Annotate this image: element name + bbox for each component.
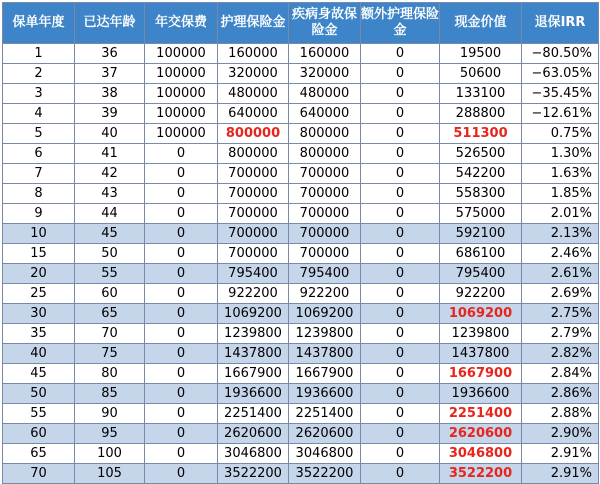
cell-death-benefit: 922200 <box>289 284 361 304</box>
cell-extra-care-benefit: 0 <box>361 424 440 444</box>
cell-annual-premium: 0 <box>145 244 218 264</box>
table-row <box>3 204 599 224</box>
cell-surrender-irr: −35.45% <box>522 84 599 104</box>
cell-policy-year: 10 <box>3 224 75 244</box>
cell-care-benefit: 640000 <box>218 104 289 124</box>
cell-cash-value: 1667900 <box>440 364 522 384</box>
cell-care-benefit: 922200 <box>218 284 289 304</box>
cell-policy-year: 35 <box>3 324 75 344</box>
cell-surrender-irr: −80.50% <box>522 44 599 64</box>
cell-extra-care-benefit: 0 <box>361 104 440 124</box>
header-surrender-irr: 退保IRR <box>522 3 599 44</box>
cell-attained-age: 45 <box>75 224 145 244</box>
cell-extra-care-benefit: 0 <box>361 244 440 264</box>
cell-policy-year: 20 <box>3 264 75 284</box>
cell-extra-care-benefit: 0 <box>361 204 440 224</box>
cell-surrender-irr: 1.85% <box>522 184 599 204</box>
cell-attained-age: 37 <box>75 64 145 84</box>
cell-care-benefit: 700000 <box>218 164 289 184</box>
cell-death-benefit: 1437800 <box>289 344 361 364</box>
cell-annual-premium: 0 <box>145 384 218 404</box>
table-row <box>3 124 599 144</box>
header-death-benefit: 疾病身故保险金 <box>289 3 361 44</box>
cell-attained-age: 90 <box>75 404 145 424</box>
cell-annual-premium: 0 <box>145 264 218 284</box>
table-row <box>3 344 599 364</box>
cell-attained-age: 75 <box>75 344 145 364</box>
cell-care-benefit: 3522200 <box>218 464 289 484</box>
cell-attained-age: 60 <box>75 284 145 304</box>
cell-cash-value: 3046800 <box>440 444 522 464</box>
cell-care-benefit: 1239800 <box>218 324 289 344</box>
cell-care-benefit: 800000 <box>218 144 289 164</box>
cell-extra-care-benefit: 0 <box>361 464 440 484</box>
cell-annual-premium: 0 <box>145 144 218 164</box>
cell-surrender-irr: −63.05% <box>522 64 599 84</box>
table-row <box>3 64 599 84</box>
cell-extra-care-benefit: 0 <box>361 384 440 404</box>
cell-attained-age: 39 <box>75 104 145 124</box>
cell-attained-age: 100 <box>75 444 145 464</box>
table-row <box>3 404 599 424</box>
cell-death-benefit: 1069200 <box>289 304 361 324</box>
cell-extra-care-benefit: 0 <box>361 304 440 324</box>
cell-policy-year: 8 <box>3 184 75 204</box>
cell-annual-premium: 0 <box>145 364 218 384</box>
cell-policy-year: 6 <box>3 144 75 164</box>
cell-extra-care-benefit: 0 <box>361 404 440 424</box>
cell-policy-year: 50 <box>3 384 75 404</box>
cell-attained-age: 41 <box>75 144 145 164</box>
cell-death-benefit: 3522200 <box>289 464 361 484</box>
cell-care-benefit: 700000 <box>218 224 289 244</box>
cell-care-benefit: 3046800 <box>218 444 289 464</box>
table-row <box>3 244 599 264</box>
header-cash-value: 现金价值 <box>440 3 522 44</box>
cell-annual-premium: 0 <box>145 464 218 484</box>
header-policy-year: 保单年度 <box>3 3 75 44</box>
cell-policy-year: 1 <box>3 44 75 64</box>
cell-attained-age: 42 <box>75 164 145 184</box>
cell-death-benefit: 700000 <box>289 204 361 224</box>
cell-surrender-irr: 0.75% <box>522 124 599 144</box>
cell-policy-year: 60 <box>3 424 75 444</box>
table-row <box>3 104 599 124</box>
cell-cash-value: 2251400 <box>440 404 522 424</box>
cell-cash-value: 686100 <box>440 244 522 264</box>
cell-cash-value: 288800 <box>440 104 522 124</box>
header-row <box>3 3 599 44</box>
cell-policy-year: 15 <box>3 244 75 264</box>
cell-cash-value: 592100 <box>440 224 522 244</box>
cell-extra-care-benefit: 0 <box>361 344 440 364</box>
cell-care-benefit: 480000 <box>218 84 289 104</box>
cell-cash-value: 922200 <box>440 284 522 304</box>
cell-extra-care-benefit: 0 <box>361 184 440 204</box>
cell-care-benefit: 160000 <box>218 44 289 64</box>
header-annual-premium: 年交保费 <box>145 3 218 44</box>
cell-policy-year: 4 <box>3 104 75 124</box>
cell-care-benefit: 795400 <box>218 264 289 284</box>
cell-attained-age: 65 <box>75 304 145 324</box>
cell-surrender-irr: 2.75% <box>522 304 599 324</box>
cell-attained-age: 95 <box>75 424 145 444</box>
cell-annual-premium: 0 <box>145 404 218 424</box>
table-row <box>3 424 599 444</box>
cell-policy-year: 30 <box>3 304 75 324</box>
cell-annual-premium: 0 <box>145 304 218 324</box>
cell-death-benefit: 160000 <box>289 44 361 64</box>
cell-death-benefit: 700000 <box>289 164 361 184</box>
cell-policy-year: 70 <box>3 464 75 484</box>
cell-annual-premium: 100000 <box>145 124 218 144</box>
table-row <box>3 44 599 64</box>
cell-attained-age: 85 <box>75 384 145 404</box>
cell-surrender-irr: 2.91% <box>522 464 599 484</box>
cell-cash-value: 1069200 <box>440 304 522 324</box>
cell-attained-age: 70 <box>75 324 145 344</box>
cell-extra-care-benefit: 0 <box>361 224 440 244</box>
cell-policy-year: 65 <box>3 444 75 464</box>
header-attained-age: 已达年龄 <box>75 3 145 44</box>
cell-surrender-irr: 2.61% <box>522 264 599 284</box>
table-header <box>3 3 599 44</box>
cell-cash-value: 133100 <box>440 84 522 104</box>
cell-policy-year: 55 <box>3 404 75 424</box>
cell-care-benefit: 320000 <box>218 64 289 84</box>
cell-care-benefit: 2251400 <box>218 404 289 424</box>
cell-annual-premium: 0 <box>145 284 218 304</box>
cell-attained-age: 36 <box>75 44 145 64</box>
cell-extra-care-benefit: 0 <box>361 64 440 84</box>
cell-cash-value: 575000 <box>440 204 522 224</box>
cell-death-benefit: 800000 <box>289 144 361 164</box>
cell-surrender-irr: 1.30% <box>522 144 599 164</box>
cell-surrender-irr: 1.63% <box>522 164 599 184</box>
cell-annual-premium: 0 <box>145 164 218 184</box>
cell-annual-premium: 0 <box>145 424 218 444</box>
cell-surrender-irr: 2.84% <box>522 364 599 384</box>
cell-death-benefit: 3046800 <box>289 444 361 464</box>
header-care-benefit: 护理保险金 <box>218 3 289 44</box>
benefit-table <box>2 2 599 484</box>
cell-extra-care-benefit: 0 <box>361 164 440 184</box>
cell-annual-premium: 100000 <box>145 64 218 84</box>
cell-annual-premium: 0 <box>145 324 218 344</box>
cell-cash-value: 542200 <box>440 164 522 184</box>
cell-death-benefit: 700000 <box>289 244 361 264</box>
cell-annual-premium: 100000 <box>145 104 218 124</box>
table-row <box>3 284 599 304</box>
cell-cash-value: 2620600 <box>440 424 522 444</box>
cell-annual-premium: 0 <box>145 184 218 204</box>
cell-annual-premium: 0 <box>145 444 218 464</box>
table-row <box>3 84 599 104</box>
cell-extra-care-benefit: 0 <box>361 124 440 144</box>
cell-extra-care-benefit: 0 <box>361 364 440 384</box>
cell-extra-care-benefit: 0 <box>361 144 440 164</box>
cell-death-benefit: 320000 <box>289 64 361 84</box>
cell-cash-value: 50600 <box>440 64 522 84</box>
cell-care-benefit: 800000 <box>218 124 289 144</box>
cell-care-benefit: 700000 <box>218 184 289 204</box>
cell-attained-age: 50 <box>75 244 145 264</box>
table-row <box>3 264 599 284</box>
cell-annual-premium: 0 <box>145 204 218 224</box>
cell-care-benefit: 1437800 <box>218 344 289 364</box>
cell-cash-value: 1936600 <box>440 384 522 404</box>
cell-annual-premium: 0 <box>145 224 218 244</box>
cell-cash-value: 19500 <box>440 44 522 64</box>
cell-death-benefit: 700000 <box>289 224 361 244</box>
cell-death-benefit: 800000 <box>289 124 361 144</box>
cell-death-benefit: 2251400 <box>289 404 361 424</box>
cell-attained-age: 40 <box>75 124 145 144</box>
cell-extra-care-benefit: 0 <box>361 444 440 464</box>
table-row <box>3 444 599 464</box>
cell-surrender-irr: 2.46% <box>522 244 599 264</box>
cell-policy-year: 45 <box>3 364 75 384</box>
table-row <box>3 364 599 384</box>
table-row <box>3 304 599 324</box>
cell-care-benefit: 700000 <box>218 244 289 264</box>
cell-policy-year: 2 <box>3 64 75 84</box>
cell-death-benefit: 795400 <box>289 264 361 284</box>
table-row <box>3 384 599 404</box>
cell-care-benefit: 1936600 <box>218 384 289 404</box>
cell-policy-year: 40 <box>3 344 75 364</box>
cell-attained-age: 43 <box>75 184 145 204</box>
cell-cash-value: 1437800 <box>440 344 522 364</box>
cell-policy-year: 5 <box>3 124 75 144</box>
cell-death-benefit: 1239800 <box>289 324 361 344</box>
cell-cash-value: 511300 <box>440 124 522 144</box>
cell-surrender-irr: 2.86% <box>522 384 599 404</box>
cell-extra-care-benefit: 0 <box>361 284 440 304</box>
cell-surrender-irr: 2.01% <box>522 204 599 224</box>
cell-care-benefit: 2620600 <box>218 424 289 444</box>
cell-cash-value: 3522200 <box>440 464 522 484</box>
cell-death-benefit: 480000 <box>289 84 361 104</box>
cell-death-benefit: 1936600 <box>289 384 361 404</box>
cell-cash-value: 558300 <box>440 184 522 204</box>
cell-surrender-irr: −12.61% <box>522 104 599 124</box>
cell-attained-age: 38 <box>75 84 145 104</box>
cell-annual-premium: 0 <box>145 344 218 364</box>
cell-death-benefit: 2620600 <box>289 424 361 444</box>
cell-death-benefit: 1667900 <box>289 364 361 384</box>
cell-care-benefit: 1667900 <box>218 364 289 384</box>
cell-surrender-irr: 2.88% <box>522 404 599 424</box>
cell-cash-value: 795400 <box>440 264 522 284</box>
cell-surrender-irr: 2.79% <box>522 324 599 344</box>
cell-cash-value: 526500 <box>440 144 522 164</box>
cell-policy-year: 7 <box>3 164 75 184</box>
cell-policy-year: 9 <box>3 204 75 224</box>
cell-policy-year: 25 <box>3 284 75 304</box>
cell-extra-care-benefit: 0 <box>361 44 440 64</box>
table-body <box>3 44 599 484</box>
table-row <box>3 224 599 244</box>
cell-annual-premium: 100000 <box>145 44 218 64</box>
header-extra-care-benefit: 额外护理保险金 <box>361 3 440 44</box>
cell-cash-value: 1239800 <box>440 324 522 344</box>
cell-surrender-irr: 2.13% <box>522 224 599 244</box>
table-row <box>3 184 599 204</box>
cell-extra-care-benefit: 0 <box>361 84 440 104</box>
cell-annual-premium: 100000 <box>145 84 218 104</box>
cell-death-benefit: 640000 <box>289 104 361 124</box>
cell-death-benefit: 700000 <box>289 184 361 204</box>
table-row <box>3 144 599 164</box>
cell-surrender-irr: 2.69% <box>522 284 599 304</box>
cell-care-benefit: 700000 <box>218 204 289 224</box>
table-row <box>3 324 599 344</box>
table-row <box>3 164 599 184</box>
cell-policy-year: 3 <box>3 84 75 104</box>
cell-surrender-irr: 2.82% <box>522 344 599 364</box>
cell-attained-age: 44 <box>75 204 145 224</box>
cell-surrender-irr: 2.90% <box>522 424 599 444</box>
cell-care-benefit: 1069200 <box>218 304 289 324</box>
cell-extra-care-benefit: 0 <box>361 324 440 344</box>
cell-extra-care-benefit: 0 <box>361 264 440 284</box>
cell-surrender-irr: 2.91% <box>522 444 599 464</box>
cell-attained-age: 105 <box>75 464 145 484</box>
cell-attained-age: 55 <box>75 264 145 284</box>
cell-attained-age: 80 <box>75 364 145 384</box>
